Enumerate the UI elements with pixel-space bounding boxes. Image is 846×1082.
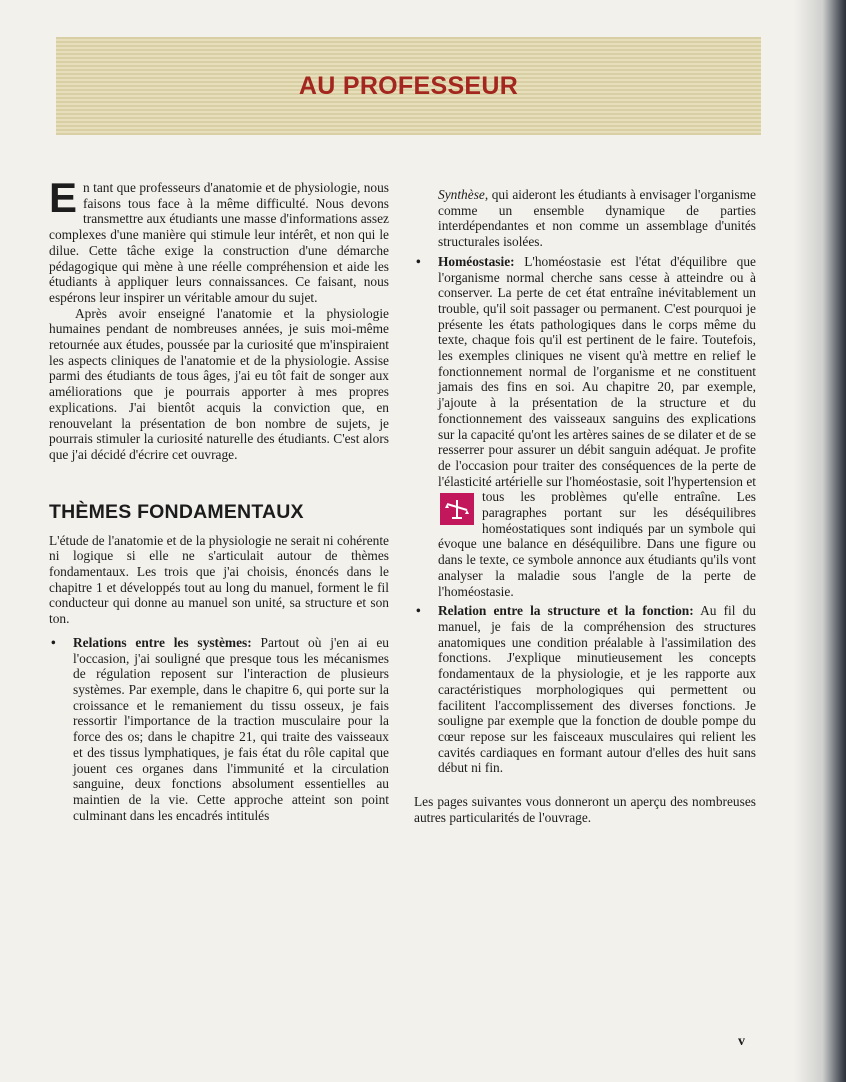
themes-list-left	[49, 635, 389, 823]
homeostasis-text: L'homéostasie est l'état d'équilibre que l'organisme normal cherche sans cesse à atteindre ou à conserver. La perte de cet état entraîne inévitablement un trouble, qu'il soit passager ou permanent. C'est pourquoi je présente les états pathologiques dans le corps même du texte, chaque fois qu'il est pertinent de le faire. Toutefois, les exemples cliniques ne visent qu'à mettre en relief le fonctionnement normal de l'organisme et ne constituent jamais des fins en soi. Au chapitre 20, par exemple, j'ajoute à la présentation de la structure et du fonctionnement des vaisseaux sanguins des explications sur la capacité qu'ont les artères saines de se dilater et de se resserrer pour assurer un débit sanguin adéquat. Je profite de l'occasion pour traiter des conséquences de la perte de l'élasticité artérielle sur l'homéostasie, soit l'hypertension et tous les problèmes qu'elle entraîne.	[438, 253, 756, 505]
structure-text: Au fil du manuel, je fais de la compréhension des structures anatomiques une condition préalable à l'assimilation des fonctions. J'explique minutieusement les concepts fondamentaux de la physiologie, et je les rapporte aux caractéristiques morphologiques qui permettent ou facilitent l'accomplissement des diverses fonctions. Je souligne par exemple que la fonction de double pompe du cœur repose sur les faisceaux musculaires qui relient les cavités cardiaques en formant autour d'elles des huit sans début ni fin.	[438, 603, 756, 776]
page-edge-shadow	[794, 0, 846, 1082]
homeostasis-text-2: Les paragraphes portant sur les déséquilibres homéostatiques sont indiqués par un symbole qui évoque une balance en déséquilibre. Dans une figure ou dans le texte, ce symbole annonce aux étudiants qu'ils vont analyser la maladie sous l'angle de la perte de l'homéostasie.	[438, 489, 757, 599]
list-item-systems	[49, 635, 389, 823]
systems-label: Relations entre les systèmes:	[73, 634, 252, 650]
section-intro-paragraph: L'étude de l'anatomie et de la physiologie ne serait ni cohérente ni logique si elle ne s'articulait autour de thèmes fondamentaux. Les trois que j'ai choisis, énoncés dans le chapitre 1 et développés tout au long du manuel, forment le fil conducteur qui donne au manuel son unité, sa structure et son ton.	[49, 532, 389, 627]
right-column	[414, 187, 756, 825]
section-heading: THÈMES FONDAMENTAUX	[49, 500, 304, 523]
intro-paragraph-2: Après avoir enseigné l'anatomie et la physiologie humaines pendant de nombreuses années, je suis moi-même retournée aux études, poussée par la curiosité que m'inspiraient les aspects cliniques de l'anatomie et de la physiologie. Assise parmi des étudiants de tous âges, j'ai eu tôt fait de songer aux améliorations que je pourrais apporter à mes propres explications. J'ai bientôt acquis la conviction que, en renouvelant la présentation de bon nombre de sujets, je pourrais stimuler la curiosité naturelle des étudiants. C'est alors que j'ai décidé d'écrire cet ouvrage.	[49, 305, 389, 462]
structure-label: Relation entre la structure et la fonction:	[438, 603, 694, 619]
systems-text: Partout où j'en ai eu l'occasion, j'ai souligné que presque tous les mécanismes de régulation reposent sur l'interaction de plusieurs systèmes. Par exemple, dans le chapitre 6, qui porte sur la croissance et le remaniement du tissu osseux, je fais ressortir l'importance de la traction musculaire pour la force des os; dans le chapitre 21, qui traite des vaisseaux et des tissus lymphatiques, je fais état du rôle capital que jouent ces organes dans l'immunité et la circulation sanguine, deux fonctions absolument essentielles au maintien de la vie. Cette approche atteint son point culminant dans les encadrés intitulés	[73, 634, 390, 823]
list-item-structure	[414, 603, 756, 776]
homeostasis-label: Homéostasie:	[438, 253, 515, 269]
synthese-term: Synthèse	[438, 187, 485, 202]
systems-text-end: , qui aideront les étudiants à envisager l'organisme comme un ensemble dynamique de parties interdépendantes et non comme un assemblage d'unités structurales isolées.	[438, 187, 756, 250]
unbalanced-scale-icon	[440, 493, 474, 525]
intro-paragraph-text: n tant que professeurs d'anatomie et de physiologie, nous faisons tous face à la même difficulté. Nous devons transmettre aux étudiants une masse d'informations assez complexes d'une manière qui stimule leur intérêt, et non qui le dilue. Cette tâche exige la construction d'une démarche pédagogique qui mène à une réelle compréhension et aide les étudiants à appliquer leurs connaissances. Ce faisant, nous espérons leur inspirer un véritable amour du sujet.	[49, 180, 389, 305]
title-banner	[56, 37, 761, 135]
list-item-homeostasis	[414, 254, 756, 599]
page-title: AU PROFESSEUR	[298, 71, 519, 100]
page-number: v	[738, 1034, 745, 1049]
themes-list-right	[414, 254, 756, 776]
intro-paragraph	[49, 174, 389, 306]
closing-paragraph: Les pages suivantes vous donneront un aperçu des nombreuses autres particularités de l'ouvrage.	[414, 794, 756, 825]
drop-cap: E	[49, 174, 78, 221]
systems-continuation	[414, 187, 756, 250]
left-column	[49, 174, 390, 823]
